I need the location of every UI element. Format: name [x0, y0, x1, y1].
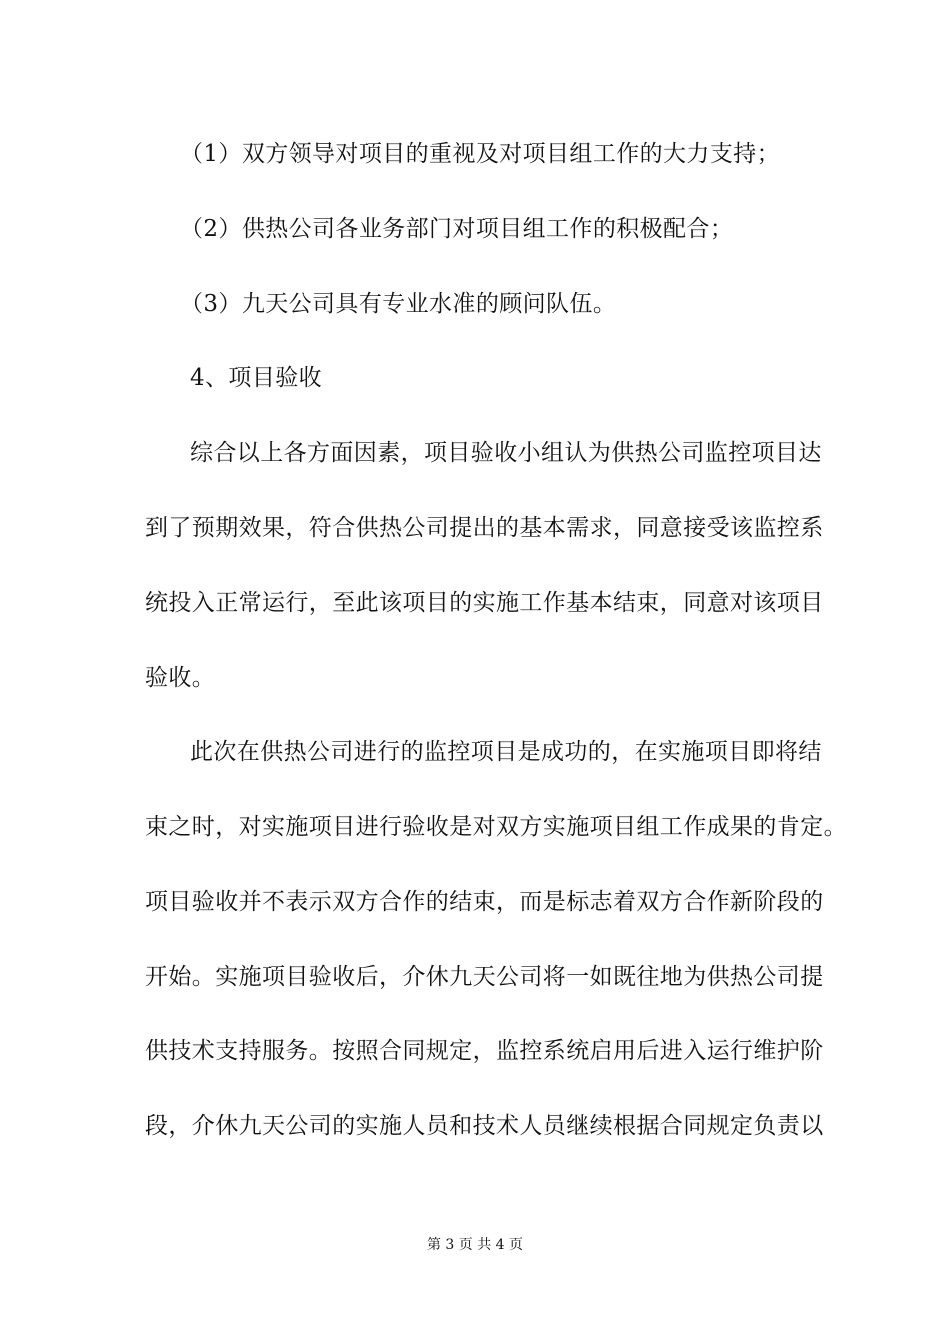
page-footer: 第 3 页 共 4 页 [426, 1237, 524, 1253]
paragraph-line: 开始。实施项目验收后，介休九天公司将一如既往地为供热公司提 [145, 964, 824, 990]
paragraph-line: 项目验收并不表示双方合作的结束，而是标志着双方合作新阶段的 [145, 889, 824, 915]
paragraph-line: 段，介休九天公司的实施人员和技术人员继续根据合同规定负责以 [145, 1113, 824, 1139]
paragraph-line: 束之时，对实施项目进行验收是对双方实施项目组工作成果的肯定。 [145, 814, 847, 840]
list-item-3: （3）九天公司具有专业水准的顾问队伍。 [180, 291, 617, 317]
paragraph-line: 供技术支持服务。按照合同规定，监控系统启用后进入运行维护阶 [145, 1038, 824, 1064]
list-item-2: （2）供热公司各业务部门对项目组工作的积极配合； [180, 216, 734, 242]
paragraph-line: 验收。 [145, 665, 216, 691]
section-heading: 4、项目验收 [190, 365, 323, 391]
list-item-1: （1）双方领导对项目的重视及对项目组工作的大力支持； [180, 141, 781, 167]
paragraph-line: 此次在供热公司进行的监控项目是成功的，在实施项目即将结 [190, 739, 822, 765]
paragraph-line: 到了预期效果，符合供热公司提出的基本需求，同意接受该监控系 [145, 515, 824, 541]
paragraph-line: 综合以上各方面因素，项目验收小组认为供热公司监控项目达 [190, 440, 822, 466]
paragraph-line: 统投入正常运行，至此该项目的实施工作基本结束，同意对该项目 [145, 590, 824, 616]
